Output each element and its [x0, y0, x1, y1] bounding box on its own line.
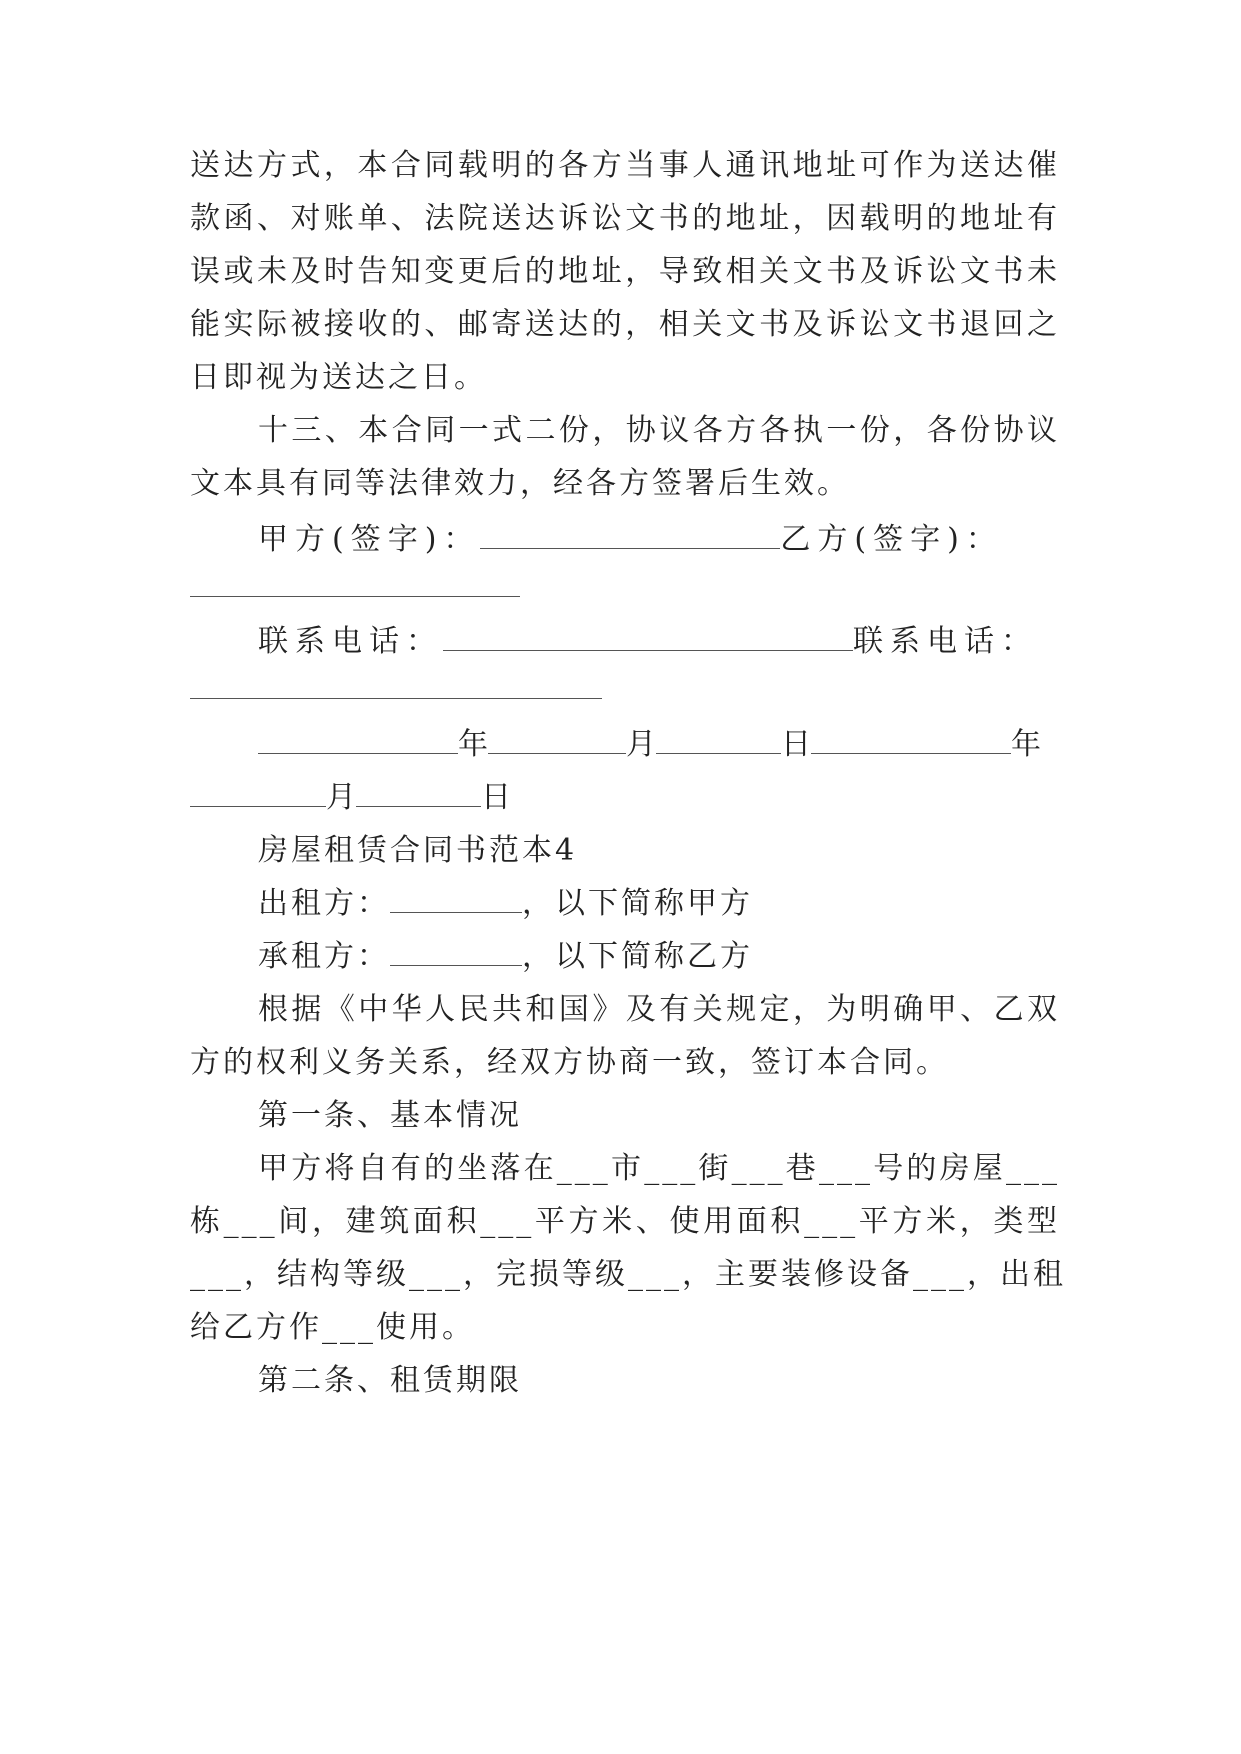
paragraph-line: 文本具有同等法律效力，经各方签署后生效。	[190, 466, 850, 501]
party-a-year-blank	[258, 727, 458, 754]
lessee-note: ，以下简称乙方	[522, 939, 753, 974]
lessee-line	[258, 937, 1060, 977]
day-label: 日	[481, 780, 511, 815]
section-title: 房屋租赁合同书范本4	[258, 833, 578, 868]
signature-row	[258, 520, 1068, 560]
party-b-signature-blank	[190, 596, 520, 597]
lessee-blank	[390, 939, 522, 966]
article-heading: 第二条、租赁期限	[258, 1363, 522, 1398]
lessee-label: 承租方：	[258, 939, 390, 974]
lessor-label: 出租方：	[258, 886, 390, 921]
party-a-phone-blank	[443, 624, 853, 651]
party-b-day-blank	[356, 780, 481, 807]
paragraph-line: ___，结构等级___，完损等级___，主要装修设备___，出租	[190, 1257, 1066, 1292]
day-label: 日	[781, 727, 811, 762]
month-label: 月	[326, 780, 356, 815]
lessor-line	[258, 884, 1060, 924]
party-a-signature-blank	[480, 522, 780, 549]
paragraph-line: 方的权利义务关系，经双方协商一致，签订本合同。	[190, 1045, 949, 1080]
article-heading: 第一条、基本情况	[258, 1098, 522, 1133]
party-b-month-blank	[190, 780, 326, 807]
phone-row	[258, 622, 1068, 662]
party-a-signature-label: 甲方(签字)：	[258, 522, 481, 557]
party-b-phone-blank	[190, 698, 602, 699]
paragraph-line: 根据《中华人民共和国》及有关规定，为明确甲、乙双	[258, 992, 1060, 1027]
paragraph-line: 十三、本合同一式二份，协议各方各执一份，各份协议	[258, 413, 1060, 448]
month-label: 月	[626, 727, 656, 762]
lessor-blank	[390, 886, 522, 913]
paragraph-line: 误或未及时告知变更后的地址，导致相关文书及诉讼文书未	[190, 254, 1060, 289]
paragraph-line: 甲方将自有的坐落在___市___街___巷___号的房屋___	[258, 1151, 1060, 1186]
paragraph-line: 给乙方作___使用。	[190, 1310, 475, 1345]
date-row-continued	[190, 778, 1060, 818]
lessor-note: ，以下简称甲方	[522, 886, 753, 921]
party-b-year-blank	[811, 727, 1011, 754]
date-row	[258, 725, 1060, 765]
paragraph-line: 送达方式，本合同载明的各方当事人通讯地址可作为送达催	[190, 148, 1060, 183]
party-a-day-blank	[656, 727, 781, 754]
paragraph-line: 栋___间，建筑面积___平方米、使用面积___平方米，类型	[190, 1204, 1060, 1239]
year-label: 年	[1011, 727, 1041, 762]
party-b-phone-label: 联系电话：	[853, 624, 1038, 659]
party-a-phone-label: 联系电话：	[258, 624, 443, 659]
paragraph-line: 能实际被接收的、邮寄送达的，相关文书及诉讼文书退回之	[190, 307, 1060, 342]
party-b-signature-label: 乙方(签字)：	[780, 522, 1003, 557]
paragraph-line: 款函、对账单、法院送达诉讼文书的地址，因载明的地址有	[190, 201, 1060, 236]
party-a-month-blank	[488, 727, 626, 754]
paragraph-line: 日即视为送达之日。	[190, 360, 487, 395]
year-label: 年	[458, 727, 488, 762]
